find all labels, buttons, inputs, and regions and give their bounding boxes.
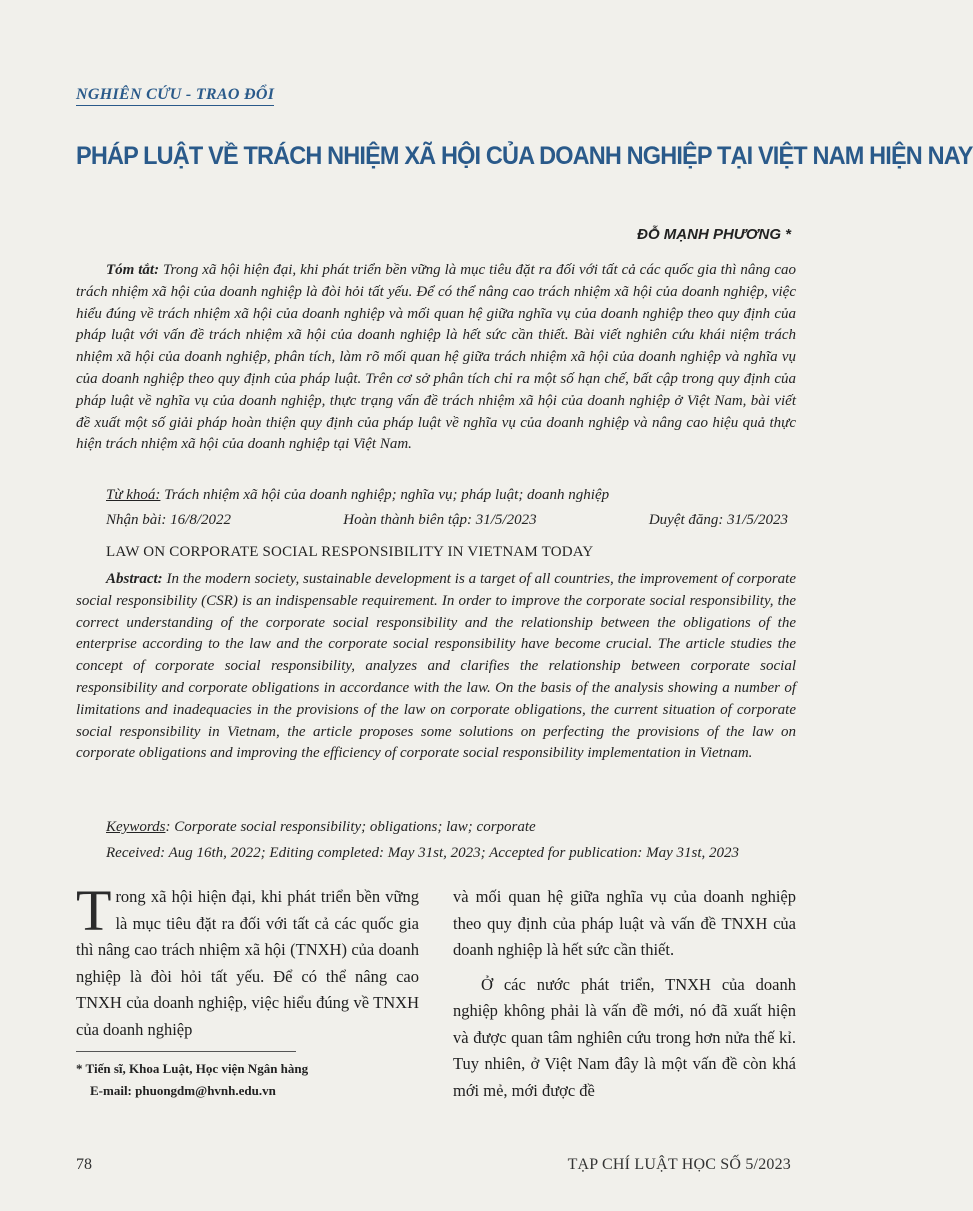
keywords-vi-text: Trách nhiệm xã hội của doanh nghiệp; nghĩa vụ; pháp luật; doanh nghiệp bbox=[160, 487, 610, 503]
keywords-vi bbox=[106, 487, 796, 504]
keywords-en-text: : Corporate social responsibility; obligations; law; corporate bbox=[165, 819, 536, 835]
abstract-text: In the modern society, sustainable development is a target of all countries, the improvement of corporate social responsibility (CSR) is an indispensable requirement. In order to improve the corporate social responsibility, the correct understanding of the corporate social responsibility and the relationship between the obligations of the enterprise according to the law and the corporate social responsibility have become crucial. The article studies the concept of corporate social responsibility, analyzes and clarifies the relationship between corporate social responsibility and corporate obligations in accordance with the law. On the basis of the analysis showing a number of limitations and inadequacies in the provisions of the law on corporate obligations, the current situation of corporate social responsibility in Vietnam, the article proposes some solutions on perfecting the provisions of the law on corporate obligations and improving the efficiency of corporate social responsibility implementation in Vietnam. bbox=[76, 571, 796, 762]
section-label: NGHIÊN CỨU - TRAO ĐỔI bbox=[76, 86, 274, 106]
journal-name: TẠP CHÍ LUẬT HỌC SỐ 5/2023 bbox=[567, 1156, 791, 1173]
accepted-date: Duyệt đăng: 31/5/2023 bbox=[648, 512, 788, 528]
dates-vi bbox=[106, 512, 788, 529]
body-right-paragraph-2: Ở các nước phát triển, TNXH của doanh nghiệp không phải là vấn đề mới, nó đã xuất hiện và được quan tâm nghiên cứu trong hơn nửa thế kỉ. Tuy nhiên, ở Việt Nam đây là một vấn đề còn khá mới mẻ, mới được đề bbox=[453, 974, 796, 1100]
footnote-affiliation: * Tiến sĩ, Khoa Luật, Học viện Ngân hàng bbox=[76, 1061, 309, 1076]
editing-date: Hoàn thành biên tập: 31/5/2023 bbox=[343, 512, 537, 528]
author-name: ĐỖ MẠNH PHƯƠNG * bbox=[637, 226, 791, 243]
body-left-text: rong xã hội hiện đại, khi phát triển bền vững là mục tiêu đặt ra đối với tất cả các quốc gia thì nâng cao trách nhiệm xã hội (TNXH) của doanh nghiệp là đòi hỏi tất yếu. Để có thể nâng cao TNXH của doanh nghiệp, việc hiểu đúng về TNXH của doanh nghiệp bbox=[76, 887, 419, 1039]
summary-vi bbox=[76, 260, 796, 456]
footnote-divider bbox=[76, 1051, 296, 1052]
body-right-paragraph-1: và mối quan hệ giữa nghĩa vụ của doanh nghiệp theo quy định của pháp luật và vấn đề TNXH của doanh nghiệp là hết sức cần thiết. bbox=[453, 887, 796, 959]
english-title: LAW ON CORPORATE SOCIAL RESPONSIBILITY IN VIETNAM TODAY bbox=[106, 544, 594, 560]
summary-label: Tóm tắt: bbox=[106, 262, 160, 278]
keywords-en-label: Keywords bbox=[106, 819, 166, 835]
footnote-email: E-mail: phuongdm@hvnh.edu.vn bbox=[90, 1083, 276, 1098]
received-en: Received: Aug 16th, 2022; Editing completed: May 31st, 2023; Accepted for publication: May 31st, 2023 bbox=[106, 845, 740, 861]
abstract-en bbox=[76, 569, 796, 765]
body-right-column bbox=[453, 884, 796, 1104]
page-number: 78 bbox=[76, 1156, 92, 1173]
keywords-en bbox=[106, 819, 796, 836]
drop-cap: T bbox=[76, 878, 112, 943]
summary-text: Trong xã hội hiện đại, khi phát triển bền vững là mục tiêu đặt ra đối với tất cả các quốc gia thì nâng cao trách nhiệm xã hội của doanh nghiệp là đòi hỏi tất yếu. Để có thể nâng cao trách nhiệm xã hội của doanh nghiệp, việc hiểu đúng về trách nhiệm xã hội của doanh nghiệp và mối quan hệ giữa nghĩa vụ của doanh nghiệp theo quy định của pháp luật với vấn đề trách nhiệm xã hội của doanh nghiệp là hết sức cần thiết. Bài viết nghiên cứu khái niệm trách nhiệm xã hội của doanh nghiệp, phân tích, làm rõ mối quan hệ giữa trách nhiệm xã hội của doanh nghiệp và nghĩa vụ của doanh nghiệp theo quy định của pháp luật. Trên cơ sở phân tích chỉ ra một số hạn chế, bất cập trong quy định của pháp luật về nghĩa vụ của doanh nghiệp, thực trạng vấn đề trách nhiệm xã hội của doanh nghiệp ở Việt Nam, bài viết đề xuất một số giải pháp hoàn thiện quy định của pháp luật về nghĩa vụ của doanh nghiệp và nâng cao hiệu quả thực hiện trách nhiệm xã hội của doanh nghiệp tại Việt Nam. bbox=[76, 262, 796, 453]
abstract-label: Abstract: bbox=[106, 571, 163, 587]
keywords-vi-label: Từ khoá: bbox=[106, 487, 161, 503]
footnote bbox=[76, 1058, 308, 1102]
received-date: Nhận bài: 16/8/2022 bbox=[106, 512, 232, 528]
body-left-column bbox=[76, 878, 419, 1043]
article-title: PHÁP LUẬT VỀ TRÁCH NHIỆM XÃ HỘI CỦA DOANH NGHIỆP TẠI VIỆT NAM HIỆN NAY bbox=[76, 142, 973, 170]
